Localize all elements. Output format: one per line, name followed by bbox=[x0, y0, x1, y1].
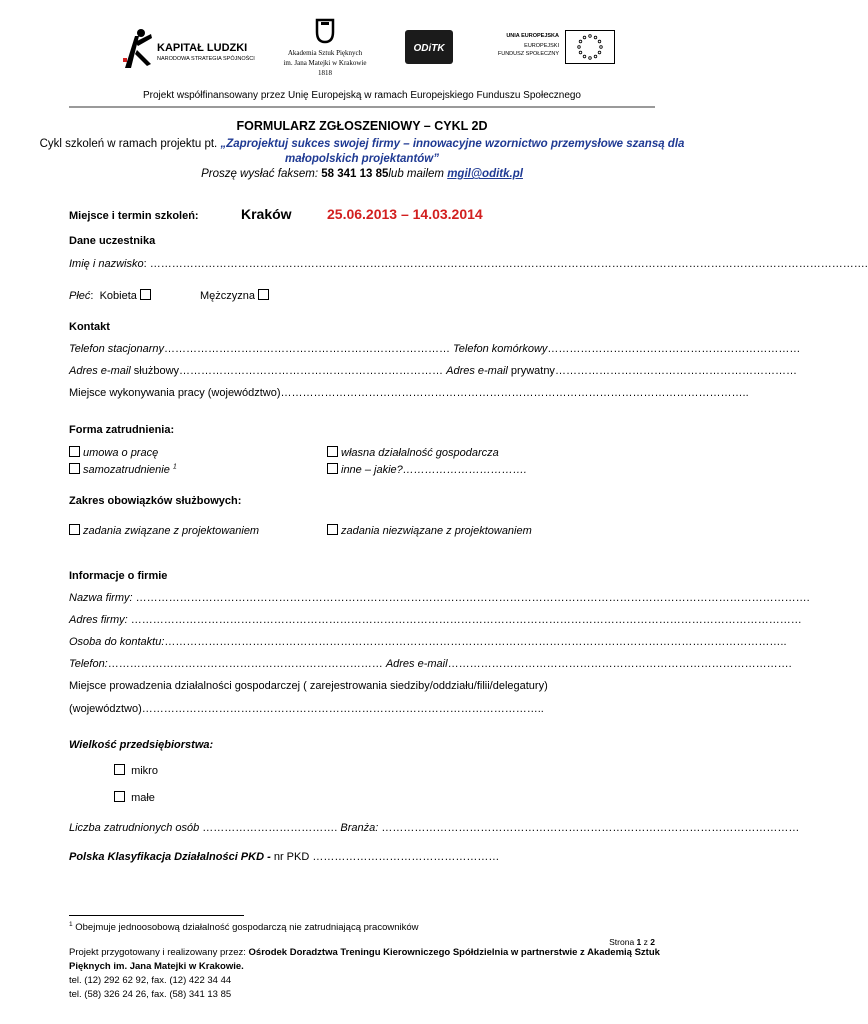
size-opt-2-label: małe bbox=[131, 792, 155, 804]
company-phone-label: Telefon: bbox=[69, 658, 108, 670]
sex-label: Płeć bbox=[69, 290, 91, 302]
fax-number: 58 341 13 85 bbox=[321, 168, 389, 180]
header-divider bbox=[69, 106, 655, 108]
page-total: 2 bbox=[650, 937, 655, 947]
logo-bar bbox=[0, 14, 724, 84]
mobile-dots: …………………………………………………………… bbox=[547, 343, 801, 355]
page-label: Strona bbox=[609, 937, 637, 947]
phone-dots: …………………………………………………………………… bbox=[164, 343, 450, 355]
employment-opt-3-checkbox[interactable] bbox=[69, 463, 80, 474]
ue-line2: EUROPEJSKI bbox=[524, 43, 559, 49]
send-label: Proszę wysłać faksem: bbox=[201, 168, 322, 180]
footer-phone-1: tel. (12) 292 62 92, fax. (12) 422 34 44 bbox=[69, 975, 232, 986]
company-heading: Informacje o firmie bbox=[69, 570, 168, 582]
pkd-label: Polska Klasyfikacja Działalności PKD - bbox=[69, 851, 271, 863]
size-opt-1-checkbox[interactable] bbox=[114, 764, 125, 775]
company-name-label: Nazwa firmy: bbox=[69, 592, 133, 604]
email-priv-dots: ………………………………………………………… bbox=[554, 365, 797, 377]
company-contact-label: Osoba do kontaktu: bbox=[69, 636, 165, 648]
contact-heading: Kontakt bbox=[69, 321, 110, 333]
voivodeship-label: (województwo) bbox=[69, 703, 142, 715]
employment-heading: Forma zatrudnienia: bbox=[69, 424, 175, 436]
duties-opt-1-label: zadania związane z projektowaniem bbox=[83, 525, 260, 537]
employment-opt-1 bbox=[69, 446, 158, 459]
employment-opt-3-label: samozatrudnienie bbox=[83, 464, 170, 476]
size-opt-1 bbox=[114, 764, 158, 777]
phone-line[interactable] bbox=[69, 343, 801, 355]
footnote-rule bbox=[69, 915, 244, 916]
send-instructions bbox=[0, 168, 724, 180]
email-priv-label: Adres e-mail bbox=[446, 365, 508, 377]
oditk-logo bbox=[405, 30, 453, 64]
branch-dots: …………………………………………………………………………………………………… bbox=[378, 822, 800, 834]
size-heading: Wielkość przedsiębiorstwa: bbox=[69, 739, 214, 751]
kapital-main-text: KAPITAŁ LUDZKI bbox=[157, 42, 248, 54]
oditk-text: ODiTK bbox=[413, 43, 445, 54]
kapital-ludzki-logo bbox=[121, 28, 255, 70]
workplace-dots: ……………………………………………………………………………………………………………….. bbox=[280, 387, 749, 399]
email-link[interactable]: mgil@oditk.pl bbox=[447, 168, 523, 180]
project-name-2: małopolskich projektantów” bbox=[285, 153, 439, 165]
duties-opt-2-label: zadania niezwiązane z projektowaniem bbox=[341, 525, 532, 537]
footer-org-2: Pięknych im. Jana Matejki w Krakowie. bbox=[69, 961, 244, 972]
size-opt-1-label: mikro bbox=[131, 765, 158, 777]
size-opt-2-checkbox[interactable] bbox=[114, 791, 125, 802]
branch-label: Branża: bbox=[337, 822, 379, 834]
duties-opt-1 bbox=[69, 524, 259, 537]
company-email-label: Adres e-mail bbox=[385, 658, 448, 670]
company-name-dots: …………………………………………………………………………………………………………………………………………………………………. bbox=[132, 592, 810, 604]
project-line-2 bbox=[0, 153, 724, 165]
footnote-ref: 1 bbox=[172, 463, 177, 471]
workplace-line[interactable] bbox=[69, 387, 749, 399]
venue-dates: 25.06.2013 – 14.03.2014 bbox=[327, 206, 483, 222]
asp-line1: Akademia Sztuk Pięknych bbox=[287, 49, 363, 57]
employment-opt-2-checkbox[interactable] bbox=[327, 446, 338, 457]
name-dots: : ……………………………………………………………………………………………………………………………………………………………………………. bbox=[143, 258, 868, 270]
company-address-line[interactable] bbox=[69, 614, 802, 626]
male-checkbox[interactable] bbox=[258, 289, 269, 300]
employees-label: Liczba zatrudnionych osób bbox=[69, 822, 200, 834]
participant-heading: Dane uczestnika bbox=[69, 235, 156, 247]
asp-line3: 1818 bbox=[318, 69, 332, 77]
kapital-sub-text: NARODOWA STRATEGIA SPÓJNOŚCI bbox=[157, 56, 255, 62]
kapital-figure-icon bbox=[121, 28, 155, 70]
company-phone-dots: ………………………………………………………………… bbox=[107, 658, 386, 670]
employees-dots: ………………………………. bbox=[199, 822, 338, 834]
company-name-line[interactable] bbox=[69, 592, 810, 604]
company-voivodeship-line[interactable] bbox=[69, 703, 655, 715]
ue-line1: UNIA EUROPEJSKA bbox=[506, 33, 559, 39]
email-work-dots: ……………………………………………………………… bbox=[179, 365, 447, 377]
name-line[interactable] bbox=[69, 258, 868, 270]
pkd-line[interactable] bbox=[69, 851, 655, 863]
venue-label: Miejsce i termin szkoleń: bbox=[69, 210, 199, 222]
email-work-suffix: służbowy bbox=[130, 365, 180, 377]
employees-line[interactable] bbox=[69, 822, 800, 834]
workplace-label: Miejsce wykonywania pracy (województwo) bbox=[69, 387, 281, 399]
duties-opt-2 bbox=[327, 524, 532, 537]
company-contact-line[interactable] bbox=[69, 636, 787, 648]
male-option bbox=[200, 289, 272, 302]
mail-label: lub mailem bbox=[388, 168, 448, 180]
phone-label: Telefon stacjonarny bbox=[69, 343, 164, 355]
company-address-label: Adres firmy: bbox=[69, 614, 128, 626]
footnote-mark: 1 bbox=[69, 921, 73, 928]
asp-logo bbox=[277, 18, 373, 84]
page-of: z bbox=[641, 937, 651, 947]
page-number bbox=[609, 937, 655, 947]
form-title: FORMULARZ ZGŁOSZENIOWY – CYKL 2D bbox=[236, 119, 488, 133]
duties-opt-1-checkbox[interactable] bbox=[69, 524, 80, 535]
ue-logo bbox=[489, 30, 617, 68]
size-opt-2 bbox=[114, 791, 155, 804]
duties-opt-2-checkbox[interactable] bbox=[327, 524, 338, 535]
project-line-1 bbox=[0, 138, 724, 150]
venue-city: Kraków bbox=[241, 206, 292, 222]
cofinancing-note: Projekt współfinansowany przez Unię Europejską w ramach Europejskiego Funduszu Społecznego bbox=[142, 90, 581, 101]
company-place-line: Miejsce prowadzenia działalności gospodarczej ( zarejestrowania siedziby/oddziału/filii/delegatury) bbox=[69, 680, 548, 692]
email-line[interactable] bbox=[69, 365, 797, 377]
employment-opt-4-dots[interactable]: ……………………………. bbox=[402, 464, 527, 476]
employment-opt-1-label: umowa o pracę bbox=[83, 447, 159, 459]
footnote bbox=[69, 921, 419, 933]
pkd-dots: …………………………………………… bbox=[312, 851, 500, 863]
employment-opt-1-checkbox[interactable] bbox=[69, 446, 80, 457]
footer-org-1: Ośrodek Doradztwa Treningu Kierowniczego Spółdzielnia w partnerstwie z Akademią Sztuk bbox=[248, 947, 660, 958]
voivodeship-dots: ……………………………………………………………………………………………….. bbox=[141, 703, 544, 715]
sex-row: Płeć: Kobieta bbox=[69, 289, 154, 302]
email-priv-suffix: prywatny bbox=[507, 365, 555, 377]
company-address-dots: ………………………………………………………………………………………………………………………………………………………………… bbox=[127, 614, 802, 626]
pkd-nr: nr PKD bbox=[270, 851, 313, 863]
email-work-label: Adres e-mail bbox=[69, 365, 131, 377]
company-phone-line[interactable] bbox=[69, 658, 792, 670]
footer-line-1 bbox=[69, 947, 660, 958]
asp-line2: im. Jana Matejki w Krakowie bbox=[283, 59, 367, 67]
employment-opt-2 bbox=[327, 446, 499, 459]
female-checkbox[interactable] bbox=[140, 289, 151, 300]
male-label: Mężczyzna bbox=[200, 290, 256, 302]
footer-prefix: Projekt przygotowany i realizowany przez: bbox=[69, 947, 249, 958]
company-email-dots: …………………………………………………………………………………. bbox=[447, 658, 792, 670]
employment-opt-4-label: inne – jakie? bbox=[341, 464, 403, 476]
mobile-label: Telefon komórkowy bbox=[450, 343, 548, 355]
asp-emblem-icon bbox=[315, 18, 335, 44]
page-current: 1 bbox=[636, 937, 642, 947]
employment-opt-2-label: własna działalność gospodarcza bbox=[341, 447, 499, 459]
employment-opt-4 bbox=[327, 463, 527, 476]
ue-line3: FUNDUSZ SPOŁECZNY bbox=[497, 51, 559, 57]
project-name-1: „Zaprojektuj sukces swojej firmy – innowacyjne wzornictwo przemysłowe szansą dla bbox=[220, 138, 685, 150]
footer-phone-2: tel. (58) 326 24 26, fax. (58) 341 13 85 bbox=[69, 989, 232, 1000]
eu-flag-icon bbox=[565, 30, 615, 64]
female-label: Kobieta bbox=[99, 290, 137, 302]
employment-opt-4-checkbox[interactable] bbox=[327, 463, 338, 474]
project-prefix: Cykl szkoleń w ramach projektu pt. bbox=[39, 138, 221, 150]
name-label: Imię i nazwisko bbox=[69, 258, 144, 270]
company-contact-dots: …………………………………………………………………………………………………………………………………………………….. bbox=[164, 636, 787, 648]
duties-heading: Zakres obowiązków służbowych: bbox=[69, 495, 242, 507]
employment-opt-3 bbox=[69, 463, 177, 476]
footnote-text: Obejmuje jednoosobową działalność gospodarczą nie zatrudniającą pracowników bbox=[72, 922, 419, 934]
